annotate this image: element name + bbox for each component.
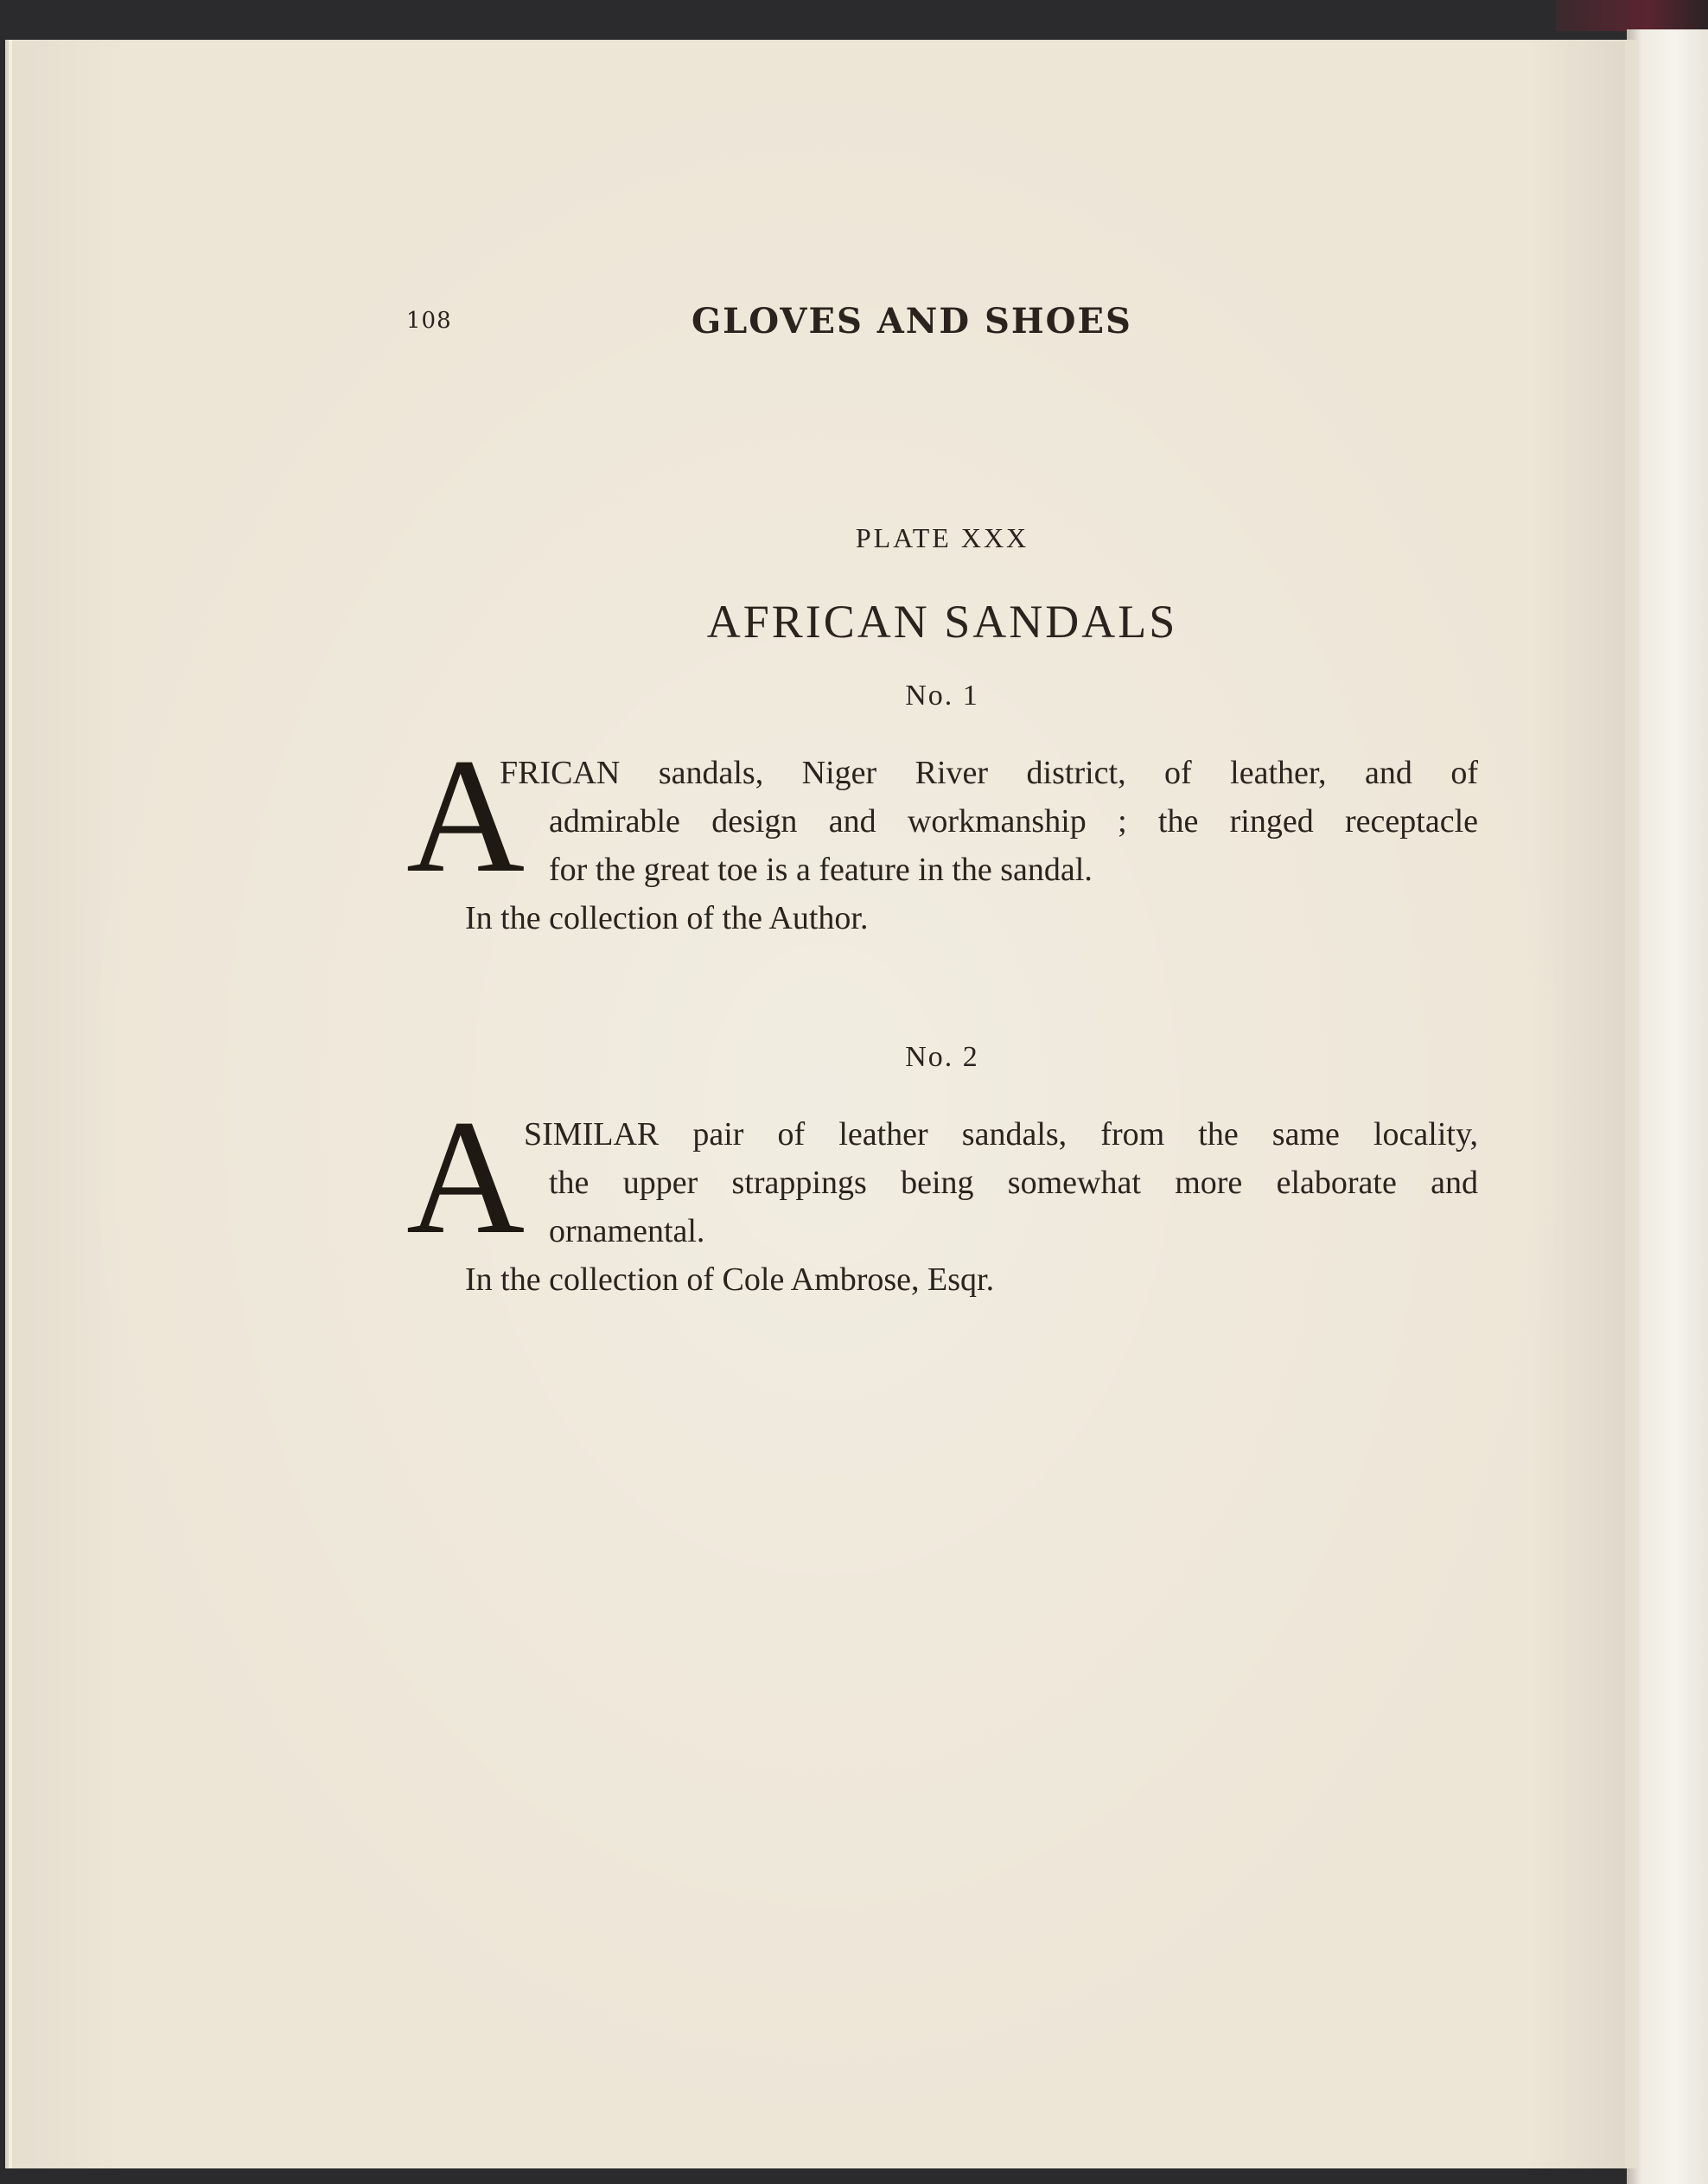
entry-2 bbox=[406, 1087, 1478, 1304]
facing-page-edge bbox=[1627, 29, 1708, 2184]
running-head bbox=[406, 301, 1478, 353]
plate-label: PLATE XXX bbox=[855, 522, 1029, 553]
drop-cap-1: A bbox=[406, 725, 526, 907]
book-page bbox=[26, 42, 1625, 2168]
entry-2-line-1: SIMILAR pair of leather sandals, from the same locality, bbox=[524, 1116, 1478, 1153]
drop-cap-2: A bbox=[406, 1087, 526, 1268]
entry-number-2: No. 2 bbox=[905, 1041, 979, 1073]
entry-2-line-2: the upper strappings being somewhat more elaborate and bbox=[549, 1165, 1478, 1201]
entry-1-provenance: In the collection of the Author. bbox=[465, 900, 869, 936]
page-number: 108 bbox=[406, 308, 452, 334]
binding-ribbon bbox=[1556, 0, 1708, 31]
plate-title: AFRICAN SANDALS bbox=[706, 596, 1178, 648]
entry-2-provenance: In the collection of Cole Ambrose, Esqr. bbox=[465, 1261, 995, 1298]
entry-1-line-2: admirable design and workmanship ; the ringed receptacle bbox=[549, 803, 1478, 840]
entry-1 bbox=[406, 725, 1478, 942]
entry-2-line-3: ornamental. bbox=[549, 1213, 705, 1249]
running-title: GLOVES AND SHOES bbox=[691, 301, 1132, 342]
entry-1-line-1: FRICAN sandals, Niger River district, of leather, and of bbox=[500, 755, 1478, 791]
entry-1-line-3: for the great toe is a feature in the sandal. bbox=[549, 852, 1093, 888]
entry-number-1: No. 1 bbox=[905, 680, 979, 712]
